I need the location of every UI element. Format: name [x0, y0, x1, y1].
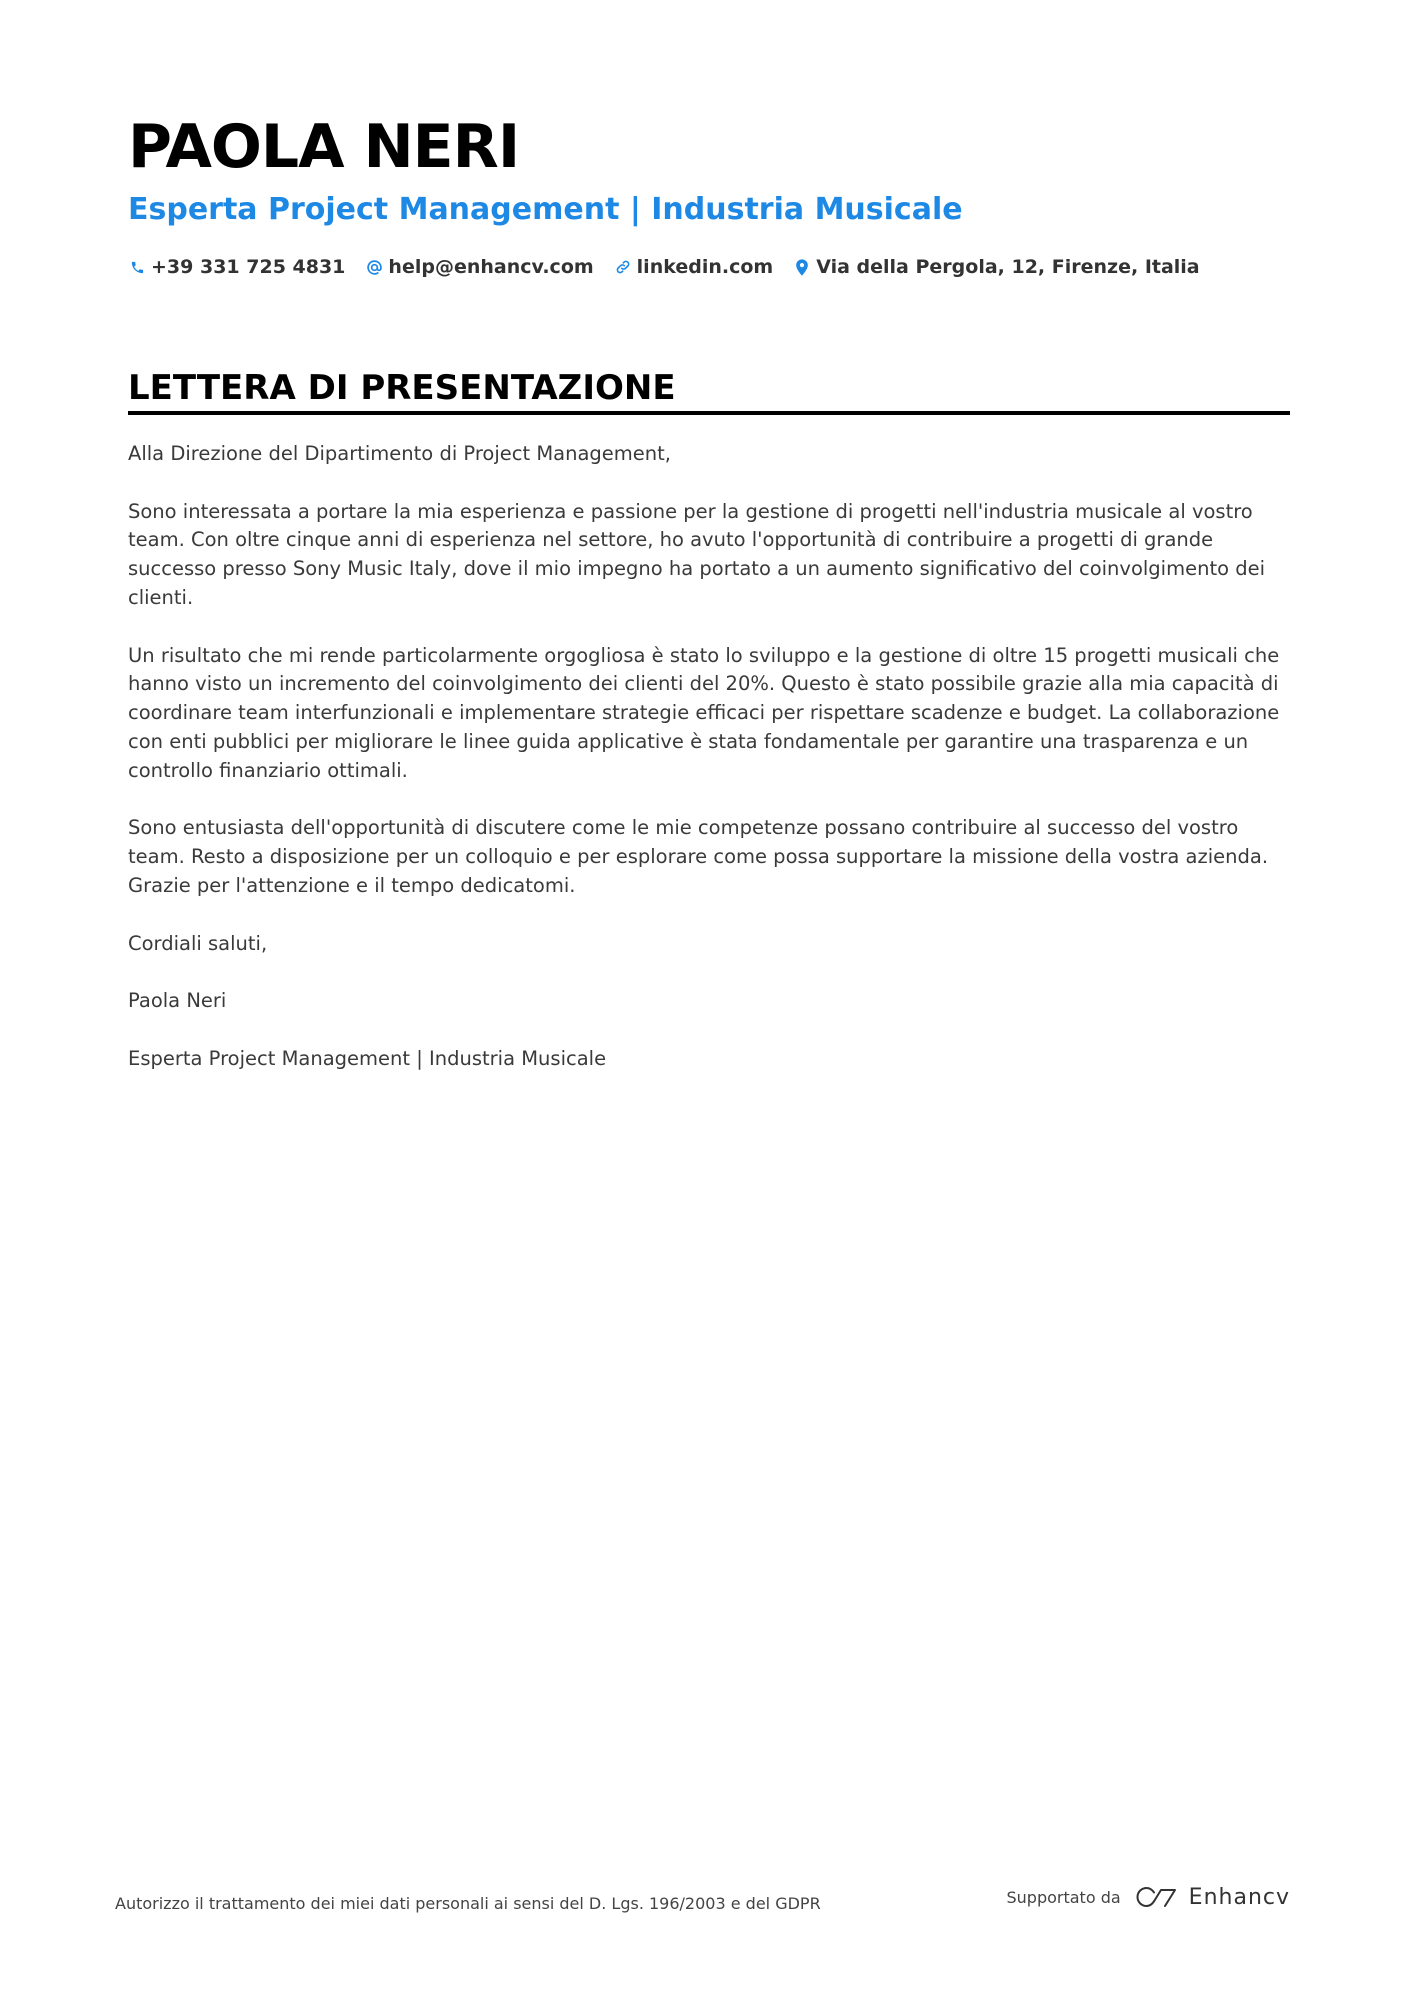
- contact-email[interactable]: [365, 253, 593, 281]
- privacy-consent: Autorizzo il trattamento dei miei dati personali ai sensi del D. Lgs. 196/2003 e del GDPR: [115, 1894, 821, 1913]
- at-icon: [365, 257, 383, 277]
- contact-linkedin-text[interactable]: linkedin.com: [636, 256, 774, 278]
- section-divider: [128, 411, 1290, 415]
- contact-phone: [128, 253, 345, 281]
- contact-address-text: Via della Pergola, 12, Firenze, Italia: [816, 256, 1200, 278]
- phone-icon: [128, 257, 146, 277]
- enhancv-brand: Enhancv: [1188, 1884, 1290, 1910]
- contact-bar: [128, 253, 1220, 281]
- letter-closing: Cordiali saluti,: [128, 931, 268, 955]
- candidate-headline: Esperta Project Management | Industria Musicale: [128, 192, 963, 227]
- letter-paragraph: Sono entusiasta dell'opportunità di discutere come le mie competenze possano contribuire al successo del vostro team. Resto a disposizione per un colloquio e per esplorare come possa supportare la missione della vostra azienda. Grazie per l'attenzione e il tempo dedicatomi.: [128, 816, 1269, 897]
- contact-email-text[interactable]: help@enhancv.com: [388, 256, 594, 278]
- letter-paragraph: Un risultato che mi rende particolarmente orgogliosa è stato lo sviluppo e la gestione di oltre 15 progetti musicali che hanno visto un incremento del coinvolgimento dei clienti del 20%. Questo è stato possibile grazie alla mia capacità di coordinare team interfunzionali e implementare strategie efficaci per rispettare scadenze e budget. La collaborazione con enti pubblici per migliorare le linee guida applicative è stata fondamentale per garantire una trasparenza e un controllo finanziario ottimali.: [128, 643, 1280, 782]
- letter-greeting: Alla Direzione del Dipartimento di Project Management,: [128, 442, 672, 465]
- letter-paragraph: Sono interessata a portare la mia esperienza e passione per la gestione di progetti nell'industria musicale al vostro team. Con oltre cinque anni di esperienza nel settore, ho avuto l'opportunità di contribuire a progetti di grande successo presso Sony Music Italy, dove il mio impegno ha portato a un aumento significativo del coinvolgimento dei clienti.: [128, 499, 1266, 609]
- contact-phone-text: +39 331 725 4831: [151, 256, 346, 278]
- contact-address: [793, 253, 1199, 281]
- section-title: LETTERA DI PRESENTAZIONE: [128, 368, 676, 408]
- map-pin-icon: [793, 257, 811, 277]
- signature-title: Esperta Project Management | Industria Musicale: [128, 1046, 607, 1070]
- contact-linkedin[interactable]: [614, 253, 774, 281]
- enhancv-logo-icon: [1133, 1884, 1179, 1910]
- letter-body: [128, 440, 1290, 1102]
- powered-by-label: Supportato da: [1006, 1887, 1121, 1907]
- powered-by[interactable]: [1007, 1884, 1291, 1910]
- link-icon: [614, 257, 632, 277]
- signature-name: Paola Neri: [128, 989, 227, 1013]
- candidate-name: PAOLA NERI: [128, 112, 520, 182]
